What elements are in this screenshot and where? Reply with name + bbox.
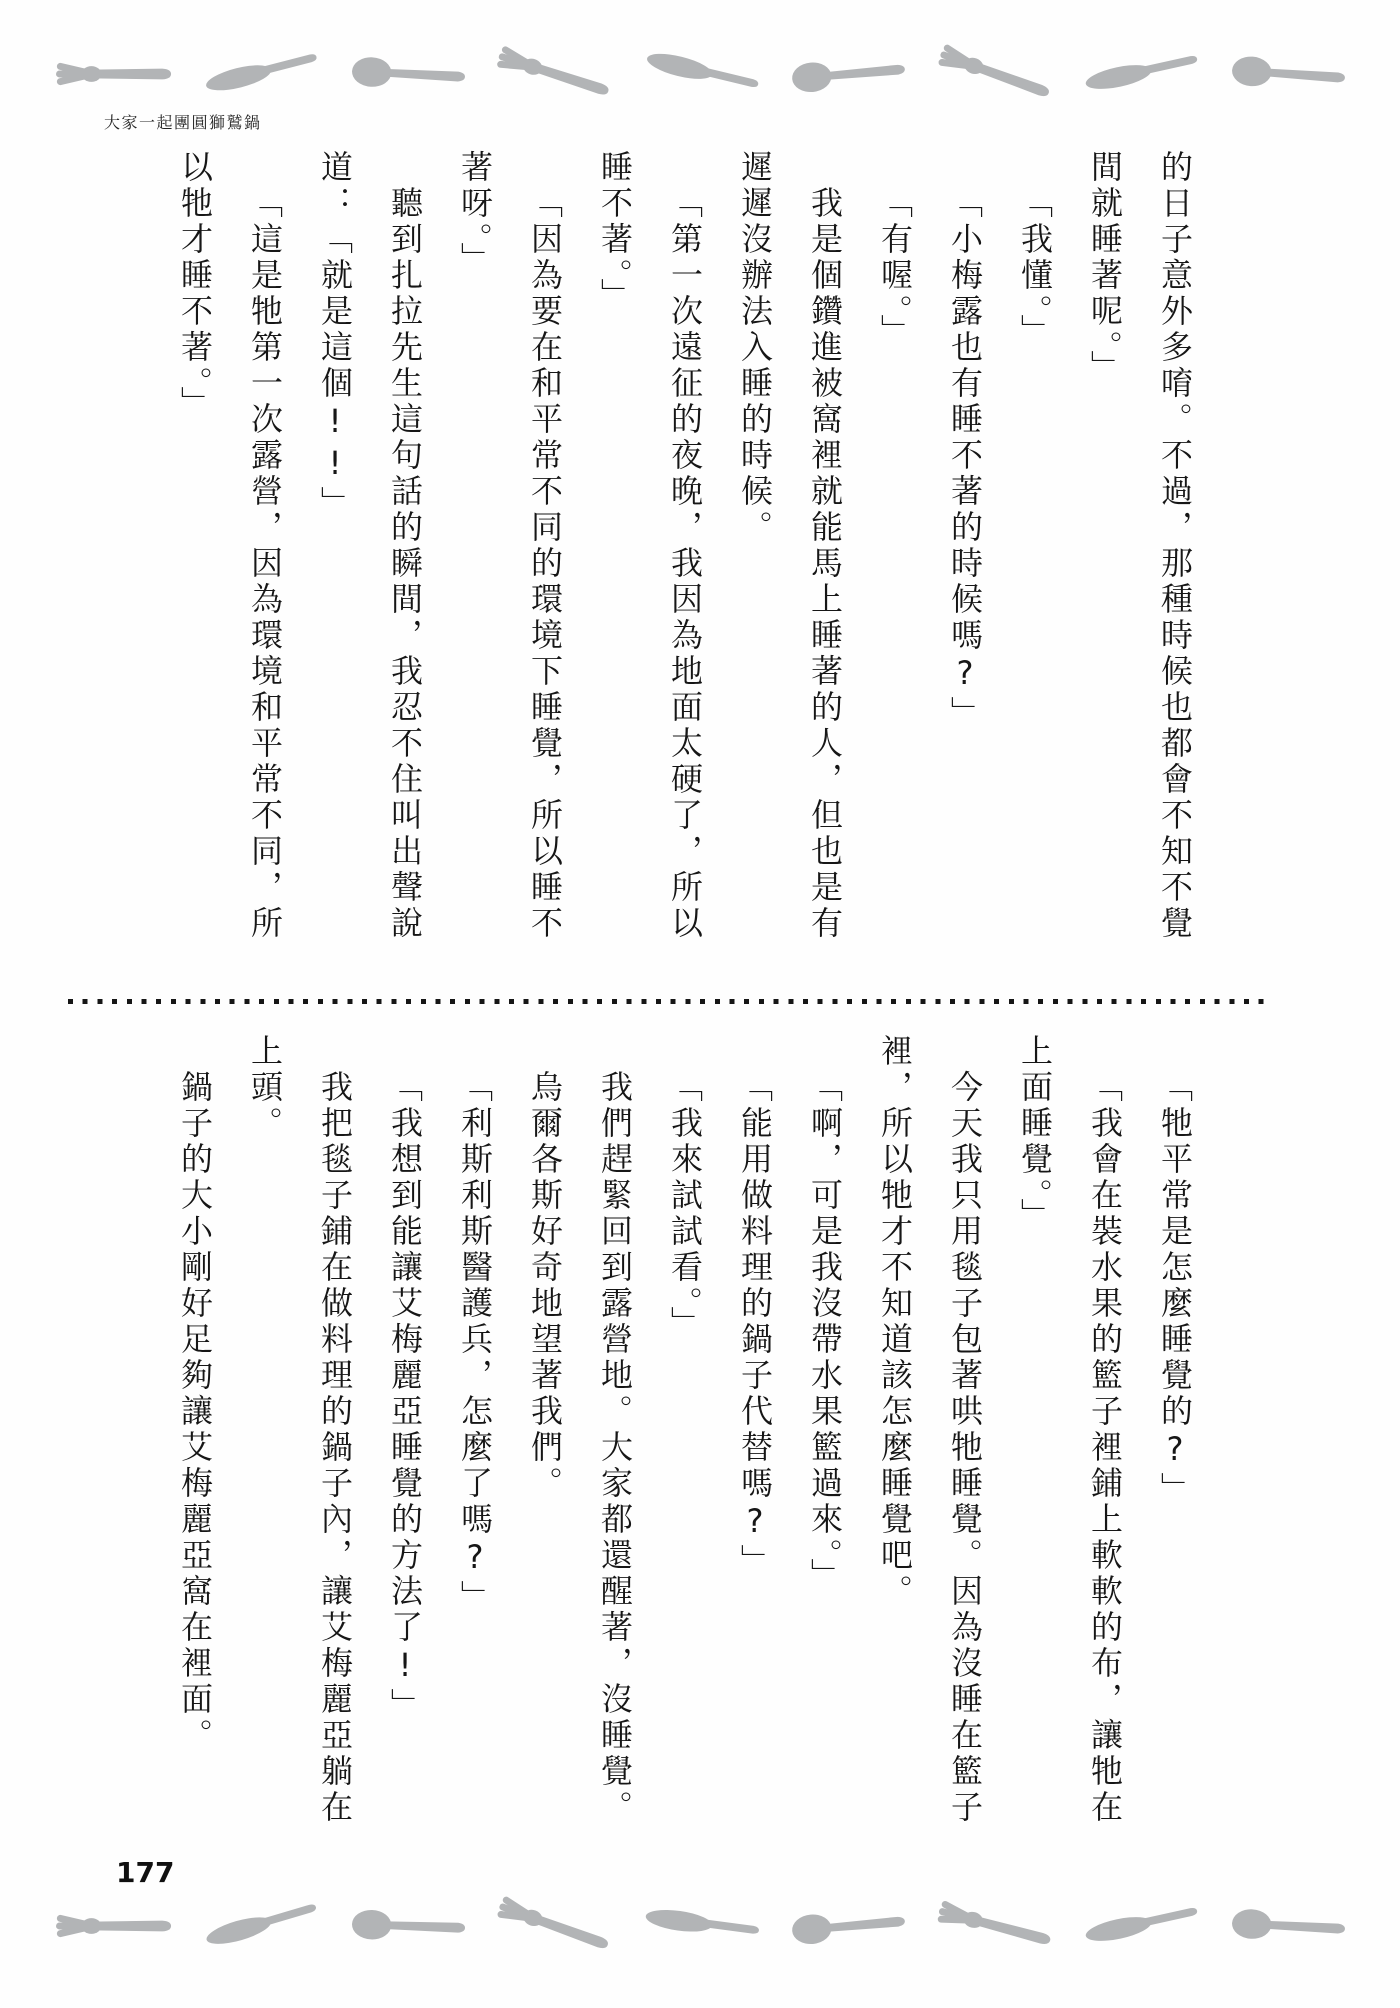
paragraph: 「第一次遠征的夜晚，我因為地面太硬了，所以睡不著。」 <box>596 150 704 942</box>
dashed-section-divider <box>68 999 1270 1004</box>
paragraph: 「我懂。」 <box>1016 186 1054 350</box>
paragraph: 「因為要在和平常不同的環境下睡覺，所以睡不著呀。」 <box>456 150 564 942</box>
paragraph: 「牠平常是怎麼睡覺的?」 <box>1156 1070 1194 1508</box>
paragraph: 「我想到能讓艾梅麗亞睡覺的方法了!」 <box>386 1070 424 1724</box>
knife-icon <box>1083 1901 1201 1951</box>
paragraph: 今天我只用毯子包著哄牠睡覺。因為沒睡在籃子裡，所以牠才不知道該怎麼睡覺吧。 <box>876 1034 984 1826</box>
paragraph: 聽到扎拉先生這句話的瞬間，我忍不住叫出聲說道：「就是這個!!」 <box>316 150 424 942</box>
paragraph: 的日子意外多唷。不過，那種時候也都會不知不覺間就睡著呢。」 <box>1086 150 1194 942</box>
knife-icon <box>203 1901 321 1951</box>
paragraph: 「小梅露也有睡不著的時候嗎?」 <box>946 186 984 732</box>
top-text-block <box>160 150 1210 944</box>
cutlery-border-bottom <box>56 1894 1348 1958</box>
paragraph: 「啊，可是我沒帶水果籃過來。」 <box>806 1070 844 1594</box>
spoon-icon <box>350 1901 468 1951</box>
spoon-icon <box>350 49 468 99</box>
paragraph: 「我會在裝水果的籃子裡鋪上軟軟的布，讓牠在上面睡覺。」 <box>1016 1034 1124 1826</box>
spoon-icon <box>790 1901 908 1951</box>
paragraph: 「這是牠第一次露營，因為環境和平常不同，所以牠才睡不著。」 <box>176 150 284 942</box>
fork-icon <box>937 1901 1055 1951</box>
paragraph: 「利斯利斯醫護兵，怎麼了嗎?」 <box>456 1070 494 1616</box>
spoon-icon <box>1230 49 1348 99</box>
knife-icon <box>643 49 761 99</box>
bottom-text-block <box>160 1034 1210 1828</box>
paragraph: 鍋子的大小剛好足夠讓艾梅麗亞窩在裡面。 <box>176 1070 214 1754</box>
knife-icon <box>203 49 321 99</box>
spoon-icon <box>790 49 908 99</box>
cutlery-border-top <box>56 42 1348 106</box>
fork-icon <box>56 1901 174 1951</box>
page-number: 177 <box>116 1856 175 1889</box>
knife-icon <box>643 1901 761 1951</box>
paragraph: 烏爾各斯好奇地望著我們。 <box>526 1070 564 1502</box>
paragraph: 「有喔。」 <box>876 186 914 350</box>
fork-icon <box>56 49 174 99</box>
fork-icon <box>937 49 1055 99</box>
knife-icon <box>1083 49 1201 99</box>
paragraph: 我們趕緊回到露營地。大家都還醒著，沒睡覺。 <box>596 1070 634 1826</box>
paragraph: 「我來試試看。」 <box>666 1070 704 1342</box>
fork-icon <box>496 49 614 99</box>
paragraph: 我把毯子鋪在做料理的鍋子內，讓艾梅麗亞躺在上頭。 <box>246 1034 354 1826</box>
spoon-icon <box>1230 1901 1348 1951</box>
paragraph: 我是個鑽進被窩裡就能馬上睡著的人，但也是有遲遲沒辦法入睡的時候。 <box>736 150 844 942</box>
fork-icon <box>496 1901 614 1951</box>
chapter-header-title: 大家一起團圓獅鷲鍋 <box>104 113 262 132</box>
paragraph: 「能用做料理的鍋子代替嗎?」 <box>736 1070 774 1580</box>
